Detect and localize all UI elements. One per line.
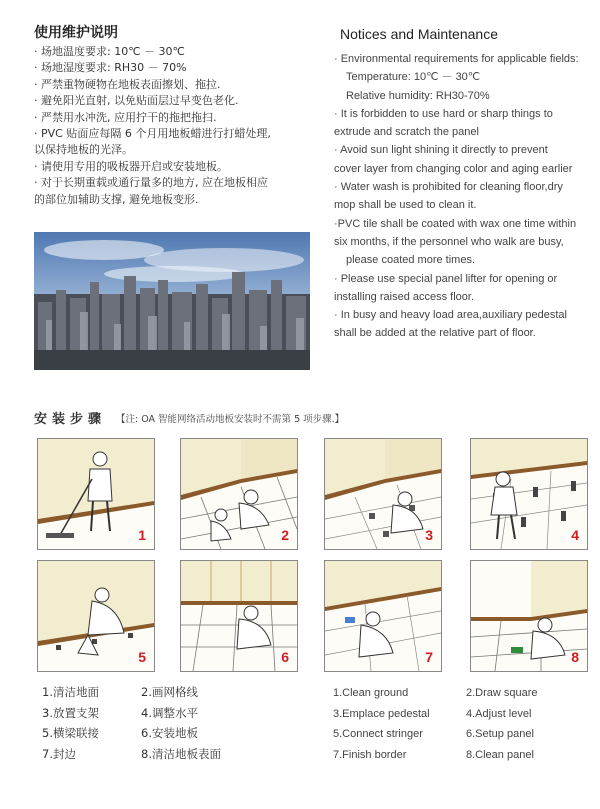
zh-step-label: 7.封边 [42,746,76,761]
en-line: please coated more times. [346,254,476,267]
zh-item: 以保持地板的光泽。 [34,143,133,157]
step-number: 3 [425,527,433,543]
step-number: 6 [281,649,289,665]
zh-legend-col1 [42,682,99,764]
zh-instructions-list [34,44,330,208]
en-line: Temperature: 10℃ － 30℃ [346,71,481,84]
en-step-label: 7.Finish border [333,748,407,761]
zh-step-label: 1.清洁地面 [42,685,99,699]
en-line: six months, if the personnel who walk are busy, [334,235,564,248]
zh-item: 的部位加辅助支撑, 避免地板变形. [34,192,199,206]
zh-step-label: 5.横梁联接 [42,726,99,740]
zh-step-label: 6.安装地板 [141,726,198,740]
en-line: Relative humidity: RH30-70% [346,89,490,102]
step-panel-2 [180,438,298,550]
en-line: · It is forbidden to use hard or sharp things to [334,107,553,120]
zh-item: · 场地湿度要求: RH30 － 70% [34,61,187,75]
en-line: cover layer from changing color and aging earlier [334,162,573,175]
en-section-title: Notices and Maintenance [340,26,498,42]
step-number: 8 [571,649,579,665]
en-step-label: 3.Emplace pedestal [333,707,430,720]
zh-section-title: 使用维护说明 [34,25,118,41]
zh-legend-col2 [141,682,221,764]
en-line: shall be added at the relative part of floor. [334,327,536,340]
city-skyline-photo [34,232,310,370]
zh-step-label: 2.画网格线 [141,685,198,699]
en-step-label: 1.Clean ground [333,687,409,699]
zh-item: · 请使用专用的吸板器开启或安装地板。 [34,159,228,173]
en-legend-col1 [333,683,430,765]
en-line: · Water wash is prohibited for cleaning floor,dry [334,181,563,194]
en-line: mop shall be used to clean it. [334,199,477,212]
step-number: 5 [138,649,146,665]
en-legend-col2 [466,683,538,765]
zh-item: · PVC 贴面应每隔 6 个月用地板蜡进行打蜡处理, [34,127,271,141]
en-step-label: 8.Clean panel [466,748,534,761]
en-step-label: 2.Draw square [466,687,538,699]
step-number: 4 [571,527,579,543]
zh-step-label: 8.清洁地板表面 [141,746,221,761]
en-line: ·PVC tile shall be coated with wax one time within [334,217,577,230]
zh-item: · 避免阳光直射, 以免贴面层过早变色老化. [34,94,239,108]
en-line: · Environmental requirements for applicable fields: [334,53,579,65]
en-line: · Avoid sun light shining it directly to prevent [334,144,548,157]
step-number: 7 [425,649,433,665]
step-number: 1 [138,527,146,543]
step-panel-1 [37,438,155,550]
zh-item: · 严禁重物硬物在地板表面擦划、拖拉. [34,77,221,91]
zh-item: · 严禁用水冲洗, 应用拧干的拖把拖扫. [34,110,217,124]
step-panel-7 [324,560,442,672]
step-panel-5 [37,560,155,672]
en-line: · In busy and heavy load area,auxiliary pedestal [334,309,567,322]
steps-title: 安装步骤 [34,412,107,427]
step-panel-3 [324,438,442,550]
en-step-label: 6.Setup panel [466,728,534,740]
zh-item: · 对于长期重载或通行量多的地方, 应在地板相应 [34,176,268,190]
zh-step-label: 3.放置支架 [42,705,99,720]
en-line: extrude and scratch the panel [334,126,479,139]
zh-item: · 场地温度要求: 10℃ － 30℃ [34,45,185,58]
en-line: installing raised access floor. [334,290,475,303]
en-instructions-list [334,50,590,343]
zh-step-label: 4.调整水平 [141,705,198,720]
step-panel-6 [180,560,298,672]
step-panel-4 [470,438,588,550]
step-panel-8 [470,560,588,672]
steps-note: 【注: OA 智能网络活动地板安装时不需第 5 项步骤.】 [116,414,345,425]
step-number: 2 [281,527,289,543]
en-step-label: 5.Connect stringer [333,728,423,740]
en-line: · Please use special panel lifter for opening or [334,272,558,285]
en-step-label: 4.Adjust level [466,707,532,720]
